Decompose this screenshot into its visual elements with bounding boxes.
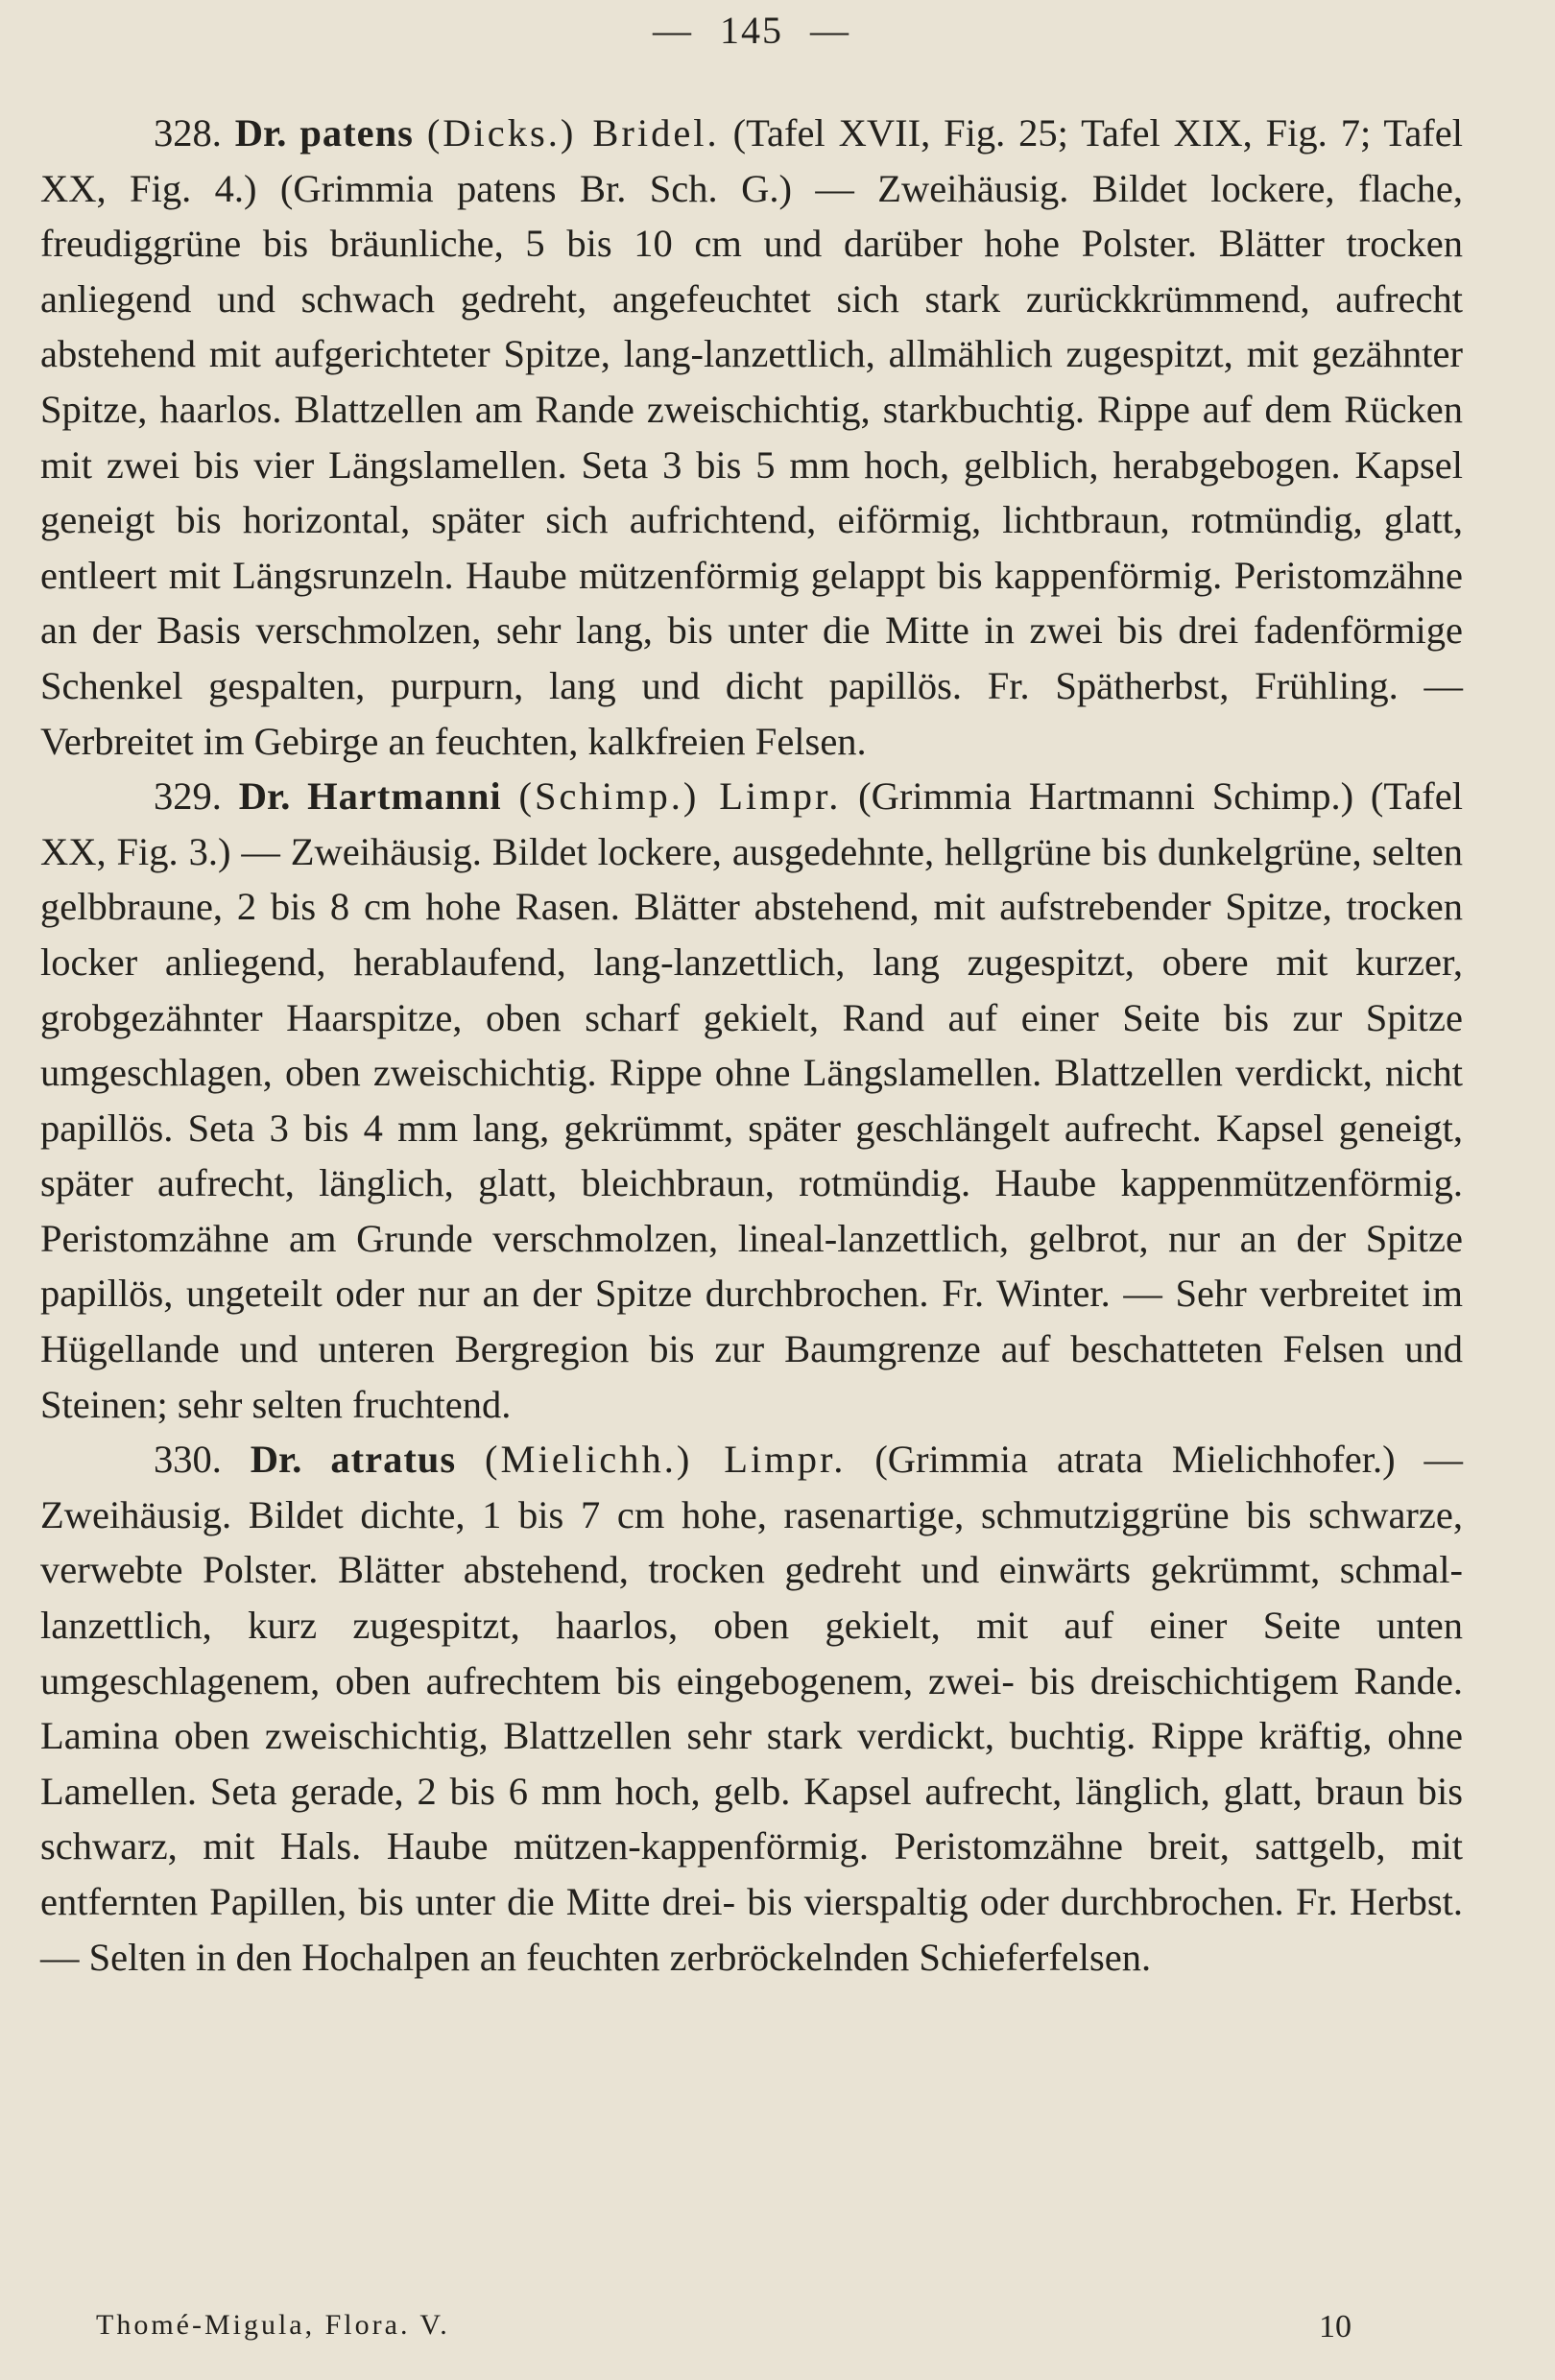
- entry-author: (Mielichh.) Limpr.: [485, 1438, 847, 1482]
- entry-species: Hartmanni: [307, 774, 502, 819]
- entry-genus: Dr.: [250, 1438, 302, 1482]
- species-entry-329: [40, 769, 1463, 1432]
- entry-genus: Dr.: [238, 774, 291, 819]
- species-entry-330: [40, 1432, 1463, 1985]
- entry-description: (Grimmia atrata Mielichhofer.) — Zweihäusig. Bildet dichte, 1 bis 7 cm hohe, rasenartige, schmutziggrüne bis schwarze, verwebte Polster. Blätter abstehend, trocken gedreht und einwärts gekrümmt, schmal-lanzettlich, kurz zugespitzt, haarlos, oben gekielt, mit auf einer Seite unten umgeschlagenem, oben aufrechtem bis eingebogenem, zwei- bis dreischichtigem Rande. Lamina oben zweischichtig, Blattzellen sehr stark verdickt, buchtig. Rippe kräftig, ohne Lamellen. Seta gerade, 2 bis 6 mm hoch, gelb. Kapsel aufrecht, länglich, glatt, braun bis schwarz, mit Hals. Haube mützen-kappenförmig. Peristomzähne breit, sattgelb, mit entfernten Papillen, bis unter die Mitte drei- bis vierspaltig oder durchbrochen. Fr. Herbst. — Selten in den Hochalpen an feuchten zerbröckelnden Schieferfelsen.: [40, 1438, 1463, 1979]
- page-number-value: 145: [720, 9, 783, 52]
- entry-author: (Dicks.) Bridel.: [426, 111, 720, 155]
- entry-number: 329.: [154, 774, 222, 819]
- entry-paragraph: [40, 1432, 1463, 1985]
- entry-description: (Grimmia Hartmanni Schimp.) (Tafel XX, Fig. 3.) — Zweihäusig. Bildet lockere, ausgedehnte, hellgrüne bis dunkelgrüne, selten gelbbraune, 2 bis 8 cm hohe Rasen. Blätter abstehend, mit aufstrebender Spitze, trocken locker anliegend, herablaufend, lang-lanzettlich, lang zugespitzt, obere mit kurzer, grobgezähnter Haarspitze, oben scharf gekielt, Rand auf einer Seite bis zur Spitze umgeschlagen, oben zweischichtig. Rippe ohne Längslamellen. Blattzellen verdickt, nicht papillös. Seta 3 bis 4 mm lang, gekrümmt, später geschlängelt aufrecht. Kapsel geneigt, später aufrecht, länglich, glatt, bleichbraun, rotmündig. Haube kappenmützenförmig. Peristomzähne am Grunde verschmolzen, lineal-lanzettlich, gelbrot, nur an der Spitze papillös, ungeteilt oder nur an der Spitze durchbrochen. Fr. Winter. — Sehr verbreitet im Hügellande und unteren Bergregion bis zur Baumgrenze auf beschatteten Felsen und Steinen; sehr selten fruchtend.: [40, 774, 1463, 1426]
- entry-genus: Dr.: [234, 111, 287, 155]
- entry-author: (Schimp.) Limpr.: [518, 774, 842, 819]
- footer-signature-mark: 10: [1319, 2309, 1352, 2344]
- entry-paragraph: [40, 106, 1463, 769]
- footer-book-title: Thomé-Migula, Flora. V.: [96, 2309, 450, 2341]
- page-footer: [96, 2309, 1352, 2345]
- entry-species: patens: [299, 111, 414, 155]
- entry-paragraph: [40, 769, 1463, 1432]
- entry-species: atratus: [330, 1438, 457, 1482]
- page-number: — 145 —: [653, 9, 850, 52]
- entry-number: 330.: [154, 1438, 222, 1482]
- species-entry-328: [40, 106, 1463, 769]
- entry-number: 328.: [154, 111, 222, 155]
- entry-description: (Tafel XVII, Fig. 25; Tafel XIX, Fig. 7; Tafel XX, Fig. 4.) (Grimmia patens Br. Sch. G.) — Zweihäusig. Bildet lockere, flache, freudiggrüne bis bräunliche, 5 bis 10 cm und darüber hohe Polster. Blätter trocken anliegend und schwach gedreht, angefeuchtet sich stark zurückkrümmend, aufrecht abstehend mit aufgerichteter Spitze, lang-lanzettlich, allmählich zugespitzt, mit gezähnter Spitze, haarlos. Blattzellen am Rande zweischichtig, starkbuchtig. Rippe auf dem Rücken mit zwei bis vier Längslamellen. Seta 3 bis 5 mm hoch, gelblich, herabgebogen. Kapsel geneigt bis horizontal, später sich aufrichtend, eiförmig, lichtbraun, rotmündig, glatt, entleert mit Längsrunzeln. Haube mützenförmig gelappt bis kappenförmig. Peristomzähne an der Basis verschmolzen, sehr lang, bis unter die Mitte in zwei bis drei fadenförmige Schenkel gespalten, purpurn, lang und dicht papillös. Fr. Spätherbst, Frühling. — Verbreitet im Gebirge an feuchten, kalkfreien Felsen.: [40, 111, 1464, 763]
